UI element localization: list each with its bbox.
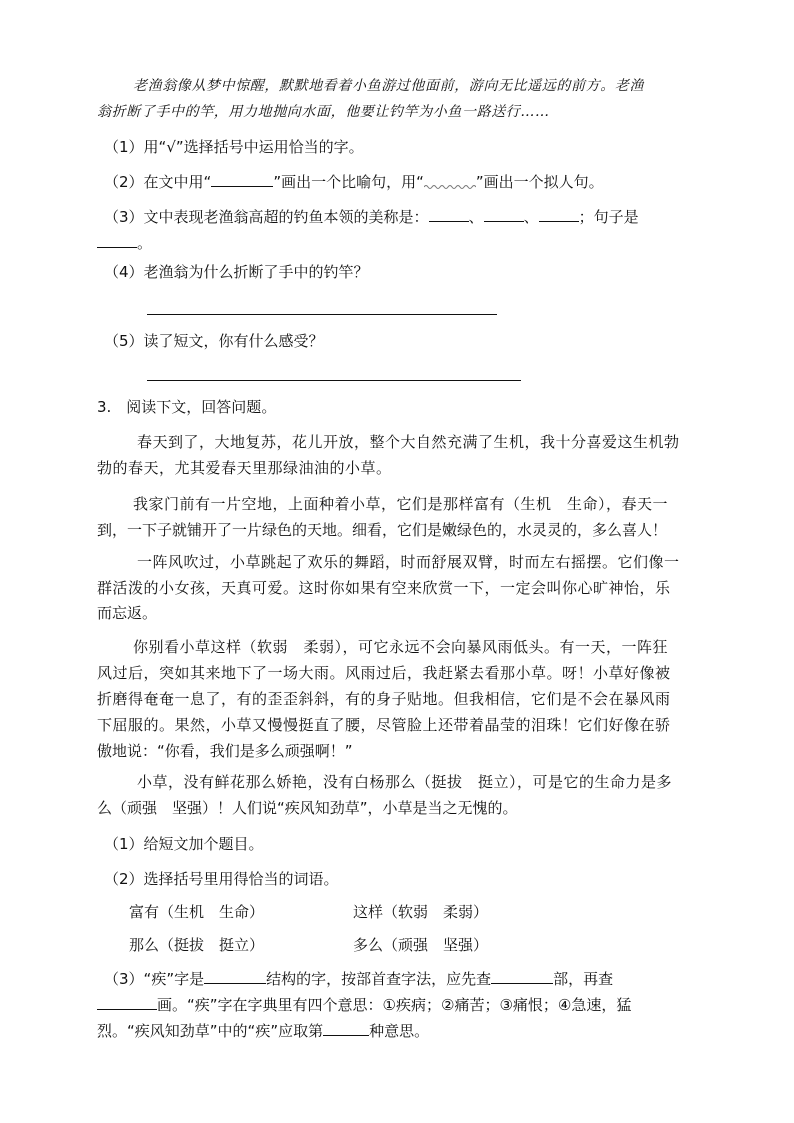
question-text: ”画出一个比喻句，用“: [273, 173, 424, 191]
question-3: [104, 207, 639, 227]
question-text: （3）“疾”字是: [104, 970, 205, 988]
wavy-line-sample: [424, 173, 476, 187]
question-text: 种意思。: [369, 1022, 430, 1040]
answer-blank[interactable]: [323, 1021, 369, 1036]
question-3: [104, 969, 613, 989]
paragraph-line: 群活泼的小女孩，天真可爱。这时你如果有空来欣赏一下，一定会叫你心旷神怡，乐: [97, 579, 671, 597]
question-text: （2）在文中用“: [104, 173, 212, 191]
question-text: 部，再查: [553, 970, 614, 988]
section-heading: 3. 阅读下文，回答问题。: [97, 398, 277, 416]
question-1: （1）给短文加个题目。: [104, 835, 264, 853]
separator: 、: [523, 208, 539, 226]
paragraph-line: 春天到了，大地复苏，花儿开放，整个大自然充满了生机，我十分喜爱这生机勃: [137, 433, 680, 451]
question-3-cont: [97, 1021, 429, 1041]
paragraph-line: 你别看小草这样（软弱 柔弱），可它永远不会向暴风雨低头。有一天，一阵狂: [133, 638, 669, 656]
word-option[interactable]: 这样（软弱 柔弱）: [353, 903, 489, 921]
paragraph-line: 傲地说：“你看，我们是多么顽强啊！”: [97, 742, 353, 760]
question-text: （3）文中表现老渔翁高超的钓鱼本领的美称是：: [104, 208, 429, 226]
answer-blank[interactable]: [97, 995, 157, 1010]
underline-sample: [211, 172, 273, 187]
separator: 、: [468, 208, 484, 226]
passage-line: 翁折断了手中的竿，用力地抛向水面，他要让钓竿为小鱼一路送行……: [97, 104, 550, 120]
question-3-cont: [97, 995, 631, 1015]
question-text: 。: [137, 234, 153, 252]
answer-blank[interactable]: [429, 207, 469, 222]
answer-blank[interactable]: [204, 969, 266, 984]
question-text: ”画出一个拟人句。: [475, 173, 604, 191]
question-text: 结构的字，按部首查字法，应先查: [266, 970, 492, 988]
question-4: （4）老渔翁为什么折断了手中的钓竿？: [104, 263, 369, 281]
paragraph-line: 到，一下子就铺开了一片绿色的天地。细看，它们是嫩绿色的，水灵灵的，多么喜人！: [97, 521, 668, 539]
passage-line: 老渔翁像从梦中惊醒，默默地看着小鱼游过他面前，游向无比遥远的前方。老渔: [133, 78, 644, 94]
paragraph-line: 折磨得奄奄一息了，有的歪歪斜斜，有的身子贴地。但我相信，它们是不会在暴风雨: [97, 690, 671, 708]
answer-line[interactable]: [147, 380, 521, 381]
paragraph-line: 么（顽强 坚强）！人们说“疾风知劲草”，小草是当之无愧的。: [97, 799, 518, 817]
paragraph-line: 小草，没有鲜花那么娇艳，没有白杨那么（挺拔 挺立），可是它的生命力是多: [137, 773, 673, 791]
word-option[interactable]: 那么（挺拔 挺立）: [129, 936, 265, 954]
paragraph-line: 勃的春天，尤其爱春天里那绿油油的小草。: [97, 459, 392, 477]
answer-line[interactable]: [147, 314, 497, 315]
question-5: （5）读了短文，你有什么感受？: [104, 332, 324, 350]
question-3-cont: [97, 233, 152, 253]
question-2: （2）选择括号里用得恰当的词语。: [104, 870, 339, 888]
word-option[interactable]: 富有（生机 生命）: [129, 903, 265, 921]
paragraph-line: 下屈服的。果然，小草又慢慢挺直了腰，尽管脸上还带着晶莹的泪珠！它们好像在骄: [97, 716, 671, 734]
paragraph-line: 我家门前有一片空地，上面种着小草，它们是那样富有（生机 生命），春天一: [133, 495, 669, 513]
paragraph-line: 一阵风吹过，小草跳起了欢乐的舞蹈，时而舒展双臂，时而左右摇摆。它们像一: [137, 553, 680, 571]
question-text: 烈。“疾风知劲草”中的“疾”应取第: [97, 1022, 324, 1040]
answer-blank[interactable]: [97, 233, 137, 248]
question-text: 画。“疾”字在字典里有四个意思：①疾病；②痛苦；③痛恨；④急速，猛: [157, 996, 632, 1014]
question-text: ；句子是: [578, 208, 639, 226]
paragraph-line: 而忘返。: [97, 604, 158, 622]
paragraph-line: 风过后，突如其来地下了一场大雨。风雨过后，我赶紧去看那小草。呀！小草好像被: [97, 664, 671, 682]
answer-blank[interactable]: [539, 207, 579, 222]
answer-blank[interactable]: [484, 207, 524, 222]
question-2: [104, 172, 604, 192]
word-option[interactable]: 多么（顽强 坚强）: [353, 936, 489, 954]
answer-blank[interactable]: [491, 969, 553, 984]
question-1: （1）用“√”选择括号中运用恰当的字。: [104, 138, 364, 156]
